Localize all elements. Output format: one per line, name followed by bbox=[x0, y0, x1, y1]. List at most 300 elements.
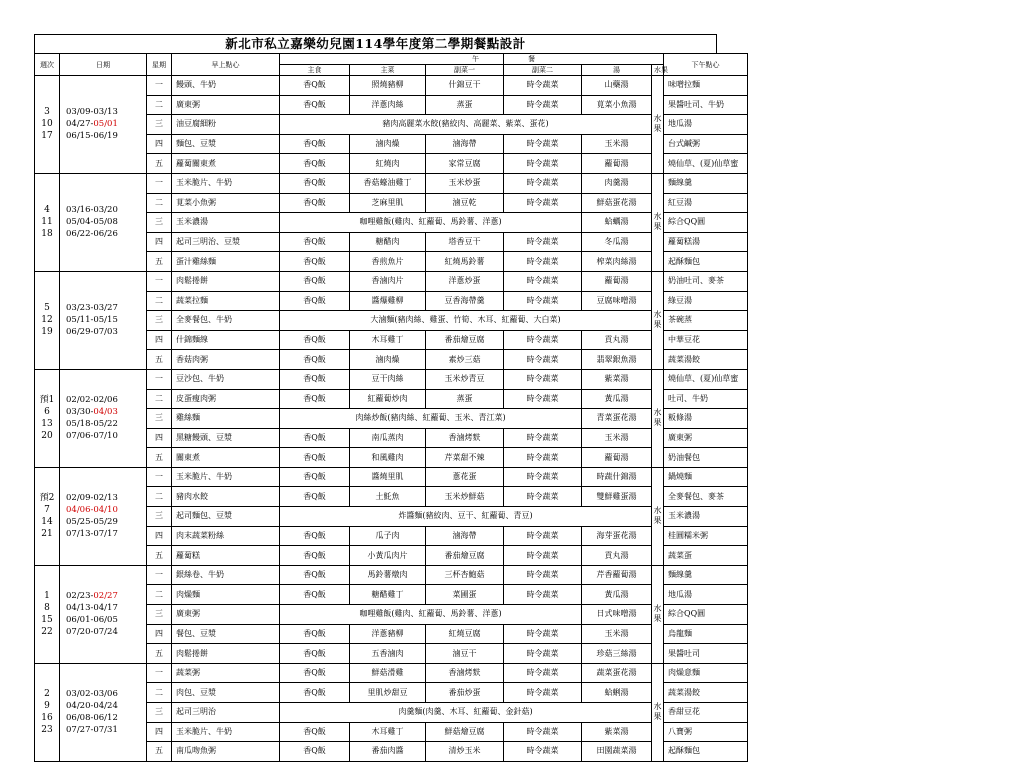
morning-snack: 全麥餐包、牛奶 bbox=[172, 311, 280, 331]
morning-snack: 起司三明治 bbox=[172, 703, 280, 723]
date-text: 04/13-04/17 bbox=[66, 603, 118, 614]
lunch-side2: 時令蔬菜 bbox=[504, 644, 582, 664]
lunch-side1: 塔香豆干 bbox=[426, 232, 504, 252]
lunch-side1: 芹菜甜不辣 bbox=[426, 448, 504, 468]
lunch-soup: 日式味噌湯 bbox=[582, 605, 652, 625]
lunch-side1: 什錦豆干 bbox=[426, 76, 504, 96]
lunch-staple: 香Q飯 bbox=[280, 742, 350, 762]
morning-snack: 饅頭、牛奶 bbox=[172, 76, 280, 96]
lunch-main: 紅燒肉 bbox=[350, 154, 426, 174]
header-morning-snack: 早上點心 bbox=[172, 54, 280, 76]
lunch-staple: 香Q飯 bbox=[280, 565, 350, 585]
weekday: 一 bbox=[147, 271, 172, 291]
afternoon-snack: 吐司、牛奶 bbox=[664, 389, 748, 409]
weekday: 三 bbox=[147, 605, 172, 625]
table-row bbox=[35, 565, 748, 585]
lunch-main: 香煎魚片 bbox=[350, 252, 426, 272]
afternoon-snack: 肉燥意麵 bbox=[664, 663, 748, 683]
table-row bbox=[35, 76, 748, 96]
lunch-side2: 時令蔬菜 bbox=[504, 271, 582, 291]
weekday: 五 bbox=[147, 448, 172, 468]
lunch-side1: 蒸蛋 bbox=[426, 95, 504, 115]
lunch-main: 小黃瓜肉片 bbox=[350, 546, 426, 566]
lunch-soup: 玉米湯 bbox=[582, 134, 652, 154]
week-number-item: 7 bbox=[44, 505, 50, 516]
lunch-side2: 時令蔬菜 bbox=[504, 448, 582, 468]
morning-snack: 豆沙包、牛奶 bbox=[172, 369, 280, 389]
lunch-soup: 貢丸湯 bbox=[582, 546, 652, 566]
morning-snack: 廣東粥 bbox=[172, 605, 280, 625]
morning-snack: 肉末蔬菜粉絲 bbox=[172, 526, 280, 546]
date-text: 02/09-02/13 bbox=[66, 493, 118, 504]
lunch-combined: 大滷麵(豬肉絲、雞蛋、竹筍、木耳、紅蘿蔔、大白菜) bbox=[280, 311, 652, 331]
lunch-side2: 時令蔬菜 bbox=[504, 428, 582, 448]
lunch-main: 南瓜蒸肉 bbox=[350, 428, 426, 448]
week-number-item: 13 bbox=[41, 419, 53, 430]
lunch-side1: 滷豆干 bbox=[426, 644, 504, 664]
afternoon-snack: 味噌拉麵 bbox=[664, 76, 748, 96]
header-lunch-a: 午 bbox=[280, 54, 504, 65]
lunch-soup: 蛤蠣湯 bbox=[582, 213, 652, 233]
lunch-side1: 玉米炒鮮菇 bbox=[426, 487, 504, 507]
date-range bbox=[60, 369, 147, 467]
header-date: 日期 bbox=[60, 54, 147, 76]
lunch-main: 醬燒里肌 bbox=[350, 467, 426, 487]
weekday: 四 bbox=[147, 624, 172, 644]
afternoon-snack: 奶油吐司、麥茶 bbox=[664, 271, 748, 291]
morning-snack: 銀絲卷、牛奶 bbox=[172, 565, 280, 585]
date-text: 06/22-06/26 bbox=[66, 229, 118, 240]
morning-snack: 肉鬆捲餅 bbox=[172, 644, 280, 664]
weekday: 二 bbox=[147, 291, 172, 311]
afternoon-snack: 廣東粥 bbox=[664, 428, 748, 448]
weekday: 五 bbox=[147, 154, 172, 174]
morning-snack: 皮蛋瘦肉粥 bbox=[172, 389, 280, 409]
lunch-soup: 田園蔬菜湯 bbox=[582, 742, 652, 762]
morning-snack: 黑糖饅頭、豆漿 bbox=[172, 428, 280, 448]
week-number-item: 3 bbox=[44, 107, 50, 118]
fruit: 水果 bbox=[652, 565, 664, 663]
lunch-main: 五香滷肉 bbox=[350, 644, 426, 664]
lunch-side2: 時令蔬菜 bbox=[504, 565, 582, 585]
lunch-side1: 蔥花蛋 bbox=[426, 467, 504, 487]
date-text: 02/02-02/06 bbox=[66, 395, 118, 406]
week-number bbox=[35, 76, 60, 174]
morning-snack: 蔬菜粥 bbox=[172, 663, 280, 683]
weekday: 五 bbox=[147, 742, 172, 762]
lunch-main: 滷肉燥 bbox=[350, 350, 426, 370]
lunch-side2: 時令蔬菜 bbox=[504, 134, 582, 154]
morning-snack: 麵包、豆漿 bbox=[172, 134, 280, 154]
lunch-main: 洋蔥豬柳 bbox=[350, 624, 426, 644]
week-number-item: 20 bbox=[41, 431, 53, 442]
lunch-soup: 時蔬什錦湯 bbox=[582, 467, 652, 487]
lunch-staple: 香Q飯 bbox=[280, 683, 350, 703]
lunch-side1: 番茄炒蛋 bbox=[426, 683, 504, 703]
header-fruit: 水果 bbox=[652, 65, 664, 76]
lunch-side2: 時令蔬菜 bbox=[504, 95, 582, 115]
week-number bbox=[35, 173, 60, 271]
week-number-item: 11 bbox=[41, 217, 53, 228]
lunch-soup: 玉米湯 bbox=[582, 428, 652, 448]
lunch-main: 鮮菇滑雞 bbox=[350, 663, 426, 683]
date-text: 07/13-07/17 bbox=[66, 529, 118, 540]
lunch-side2: 時令蔬菜 bbox=[504, 467, 582, 487]
weekday: 一 bbox=[147, 76, 172, 96]
lunch-side1: 番茄燴豆腐 bbox=[426, 330, 504, 350]
afternoon-snack: 蘿蔔糕湯 bbox=[664, 232, 748, 252]
afternoon-snack: 玉米濃湯 bbox=[664, 507, 748, 527]
date-text: 02/23- bbox=[66, 591, 94, 602]
afternoon-snack: 香甜豆花 bbox=[664, 703, 748, 723]
week-block bbox=[35, 565, 748, 663]
week-block bbox=[35, 76, 748, 174]
afternoon-snack: 蔬菜湯餃 bbox=[664, 683, 748, 703]
lunch-soup: 蔬菜蛋花湯 bbox=[582, 663, 652, 683]
date-text: 04/06-04/10 bbox=[66, 505, 118, 516]
lunch-side1: 滷豆乾 bbox=[426, 193, 504, 213]
lunch-side1: 紅燒馬鈴薯 bbox=[426, 252, 504, 272]
date-range bbox=[60, 173, 147, 271]
lunch-staple: 香Q飯 bbox=[280, 271, 350, 291]
lunch-main: 木耳雞丁 bbox=[350, 722, 426, 742]
lunch-main: 紅蘿蔔炒肉 bbox=[350, 389, 426, 409]
date-text: 05/04-05/08 bbox=[66, 217, 118, 228]
header-main: 主菜 bbox=[350, 65, 426, 76]
afternoon-snack: 中華豆花 bbox=[664, 330, 748, 350]
morning-snack: 起司三明治、豆漿 bbox=[172, 232, 280, 252]
afternoon-snack: 桂圓糯米粥 bbox=[664, 526, 748, 546]
date-range bbox=[60, 565, 147, 663]
lunch-side1: 鮮菇燴豆腐 bbox=[426, 722, 504, 742]
date-text: 05/01 bbox=[93, 119, 118, 130]
morning-snack: 什錦麵線 bbox=[172, 330, 280, 350]
lunch-side2: 時令蔬菜 bbox=[504, 369, 582, 389]
date-text: 07/06-07/10 bbox=[66, 431, 118, 442]
header-side1: 副菜一 bbox=[426, 65, 504, 76]
lunch-soup: 山藥湯 bbox=[582, 76, 652, 96]
lunch-main: 土魠魚 bbox=[350, 487, 426, 507]
date-text: 03/30- bbox=[66, 407, 94, 418]
morning-snack: 香菇肉粥 bbox=[172, 350, 280, 370]
week-number-item: 預1 bbox=[39, 395, 55, 406]
lunch-soup: 珍菇三絲湯 bbox=[582, 644, 652, 664]
table-row bbox=[35, 271, 748, 291]
lunch-staple: 香Q飯 bbox=[280, 350, 350, 370]
lunch-soup: 黃瓜湯 bbox=[582, 585, 652, 605]
header-week: 週次 bbox=[35, 54, 60, 76]
lunch-side2: 時令蔬菜 bbox=[504, 232, 582, 252]
morning-snack: 蘿蔔糕 bbox=[172, 546, 280, 566]
morning-snack: 餐包、豆漿 bbox=[172, 624, 280, 644]
lunch-soup: 蘿蔔湯 bbox=[582, 271, 652, 291]
week-number-item: 22 bbox=[41, 627, 53, 638]
weekday: 一 bbox=[147, 663, 172, 683]
table-row bbox=[35, 369, 748, 389]
weekday: 二 bbox=[147, 487, 172, 507]
lunch-staple: 香Q飯 bbox=[280, 369, 350, 389]
lunch-staple: 香Q飯 bbox=[280, 291, 350, 311]
lunch-side2: 時令蔬菜 bbox=[504, 624, 582, 644]
afternoon-snack: 綜合QQ圓 bbox=[664, 605, 748, 625]
lunch-main: 糖醋雞丁 bbox=[350, 585, 426, 605]
lunch-staple: 香Q飯 bbox=[280, 644, 350, 664]
morning-snack: 油豆腐細粉 bbox=[172, 115, 280, 135]
table-row bbox=[35, 173, 748, 193]
lunch-side1: 蒸蛋 bbox=[426, 389, 504, 409]
weekday: 二 bbox=[147, 95, 172, 115]
weekday: 四 bbox=[147, 330, 172, 350]
morning-snack: 蛋汁雞絲麵 bbox=[172, 252, 280, 272]
weekday: 三 bbox=[147, 213, 172, 233]
weekday: 三 bbox=[147, 115, 172, 135]
morning-snack: 南瓜吻魚粥 bbox=[172, 742, 280, 762]
week-number-item: 19 bbox=[41, 327, 53, 338]
week-number-item: 8 bbox=[44, 603, 50, 614]
afternoon-snack: 鍋燒麵 bbox=[664, 467, 748, 487]
morning-snack: 肉燥麵 bbox=[172, 585, 280, 605]
afternoon-snack: 麵線羹 bbox=[664, 565, 748, 585]
weekday: 四 bbox=[147, 722, 172, 742]
afternoon-snack: 果醬吐司、牛奶 bbox=[664, 95, 748, 115]
week-number-item: 9 bbox=[44, 701, 50, 712]
weekday: 一 bbox=[147, 565, 172, 585]
menu-sheet bbox=[34, 34, 739, 762]
weekday: 二 bbox=[147, 585, 172, 605]
date-text: 05/25-05/29 bbox=[66, 517, 118, 528]
week-number bbox=[35, 565, 60, 663]
lunch-side1: 紅燒豆腐 bbox=[426, 624, 504, 644]
lunch-soup: 芹香蘿蔔湯 bbox=[582, 565, 652, 585]
lunch-side1: 香滷烤麩 bbox=[426, 428, 504, 448]
lunch-staple: 香Q飯 bbox=[280, 134, 350, 154]
lunch-soup: 蘿蔔湯 bbox=[582, 448, 652, 468]
lunch-staple: 香Q飯 bbox=[280, 252, 350, 272]
week-number bbox=[35, 663, 60, 761]
lunch-combined: 咖哩雞飯(雞肉、紅蘿蔔、馬鈴薯、洋蔥) bbox=[280, 213, 582, 233]
lunch-main: 醬爆雞柳 bbox=[350, 291, 426, 311]
lunch-side2: 時令蔬菜 bbox=[504, 585, 582, 605]
lunch-soup: 蛤蜊湯 bbox=[582, 683, 652, 703]
lunch-main: 豆干肉絲 bbox=[350, 369, 426, 389]
date-range bbox=[60, 663, 147, 761]
afternoon-snack: 粄條湯 bbox=[664, 409, 748, 429]
weekday: 四 bbox=[147, 232, 172, 252]
afternoon-snack: 全麥餐包、麥茶 bbox=[664, 487, 748, 507]
date-text: 07/20-07/24 bbox=[66, 627, 118, 638]
afternoon-snack: 綠豆湯 bbox=[664, 291, 748, 311]
morning-snack: 肉鬆捲餅 bbox=[172, 271, 280, 291]
lunch-side2: 時令蔬菜 bbox=[504, 291, 582, 311]
lunch-side1: 滷海帶 bbox=[426, 134, 504, 154]
lunch-side1: 番茄燴豆腐 bbox=[426, 546, 504, 566]
lunch-main: 瓜子肉 bbox=[350, 526, 426, 546]
weekday: 一 bbox=[147, 467, 172, 487]
lunch-combined: 咖哩雞飯(雞肉、紅蘿蔔、馬鈴薯、洋蔥) bbox=[280, 605, 582, 625]
weekday: 三 bbox=[147, 703, 172, 723]
lunch-staple: 香Q飯 bbox=[280, 546, 350, 566]
week-number-item: 10 bbox=[41, 119, 53, 130]
date-text: 06/08-06/12 bbox=[66, 713, 118, 724]
lunch-staple: 香Q飯 bbox=[280, 467, 350, 487]
date-text: 02/27 bbox=[93, 591, 118, 602]
lunch-main: 照燒豬柳 bbox=[350, 76, 426, 96]
morning-snack: 豬肉水餃 bbox=[172, 487, 280, 507]
table-row bbox=[35, 663, 748, 683]
lunch-side1: 菜圃蛋 bbox=[426, 585, 504, 605]
weekday: 三 bbox=[147, 311, 172, 331]
menu-table bbox=[34, 53, 748, 762]
lunch-main: 馬鈴薯燉肉 bbox=[350, 565, 426, 585]
week-number-item: 14 bbox=[41, 517, 53, 528]
lunch-side2: 時令蔬菜 bbox=[504, 193, 582, 213]
lunch-soup: 雙鮮雞蛋湯 bbox=[582, 487, 652, 507]
lunch-soup: 玉米湯 bbox=[582, 624, 652, 644]
header-soup: 湯 bbox=[582, 65, 652, 76]
week-block bbox=[35, 271, 748, 369]
date-range bbox=[60, 467, 147, 565]
weekday: 二 bbox=[147, 193, 172, 213]
week-number bbox=[35, 467, 60, 565]
lunch-side1: 滷海帶 bbox=[426, 526, 504, 546]
fruit: 水果 bbox=[652, 76, 664, 174]
lunch-staple: 香Q飯 bbox=[280, 624, 350, 644]
lunch-soup: 冬瓜湯 bbox=[582, 232, 652, 252]
afternoon-snack: 起酥麵包 bbox=[664, 252, 748, 272]
lunch-side1: 香滷烤麩 bbox=[426, 663, 504, 683]
lunch-side1: 玉米炒蛋 bbox=[426, 173, 504, 193]
lunch-side1: 豆香海帶羹 bbox=[426, 291, 504, 311]
week-block bbox=[35, 369, 748, 467]
afternoon-snack: 燒仙草、(夏)仙草蜜 bbox=[664, 154, 748, 174]
lunch-staple: 香Q飯 bbox=[280, 663, 350, 683]
week-block bbox=[35, 663, 748, 761]
morning-snack: 玉米脆片、牛奶 bbox=[172, 722, 280, 742]
date-text: 06/01-06/05 bbox=[66, 615, 118, 626]
morning-snack: 肉包、豆漿 bbox=[172, 683, 280, 703]
lunch-main: 滷肉燥 bbox=[350, 134, 426, 154]
lunch-main: 里肌炒甜豆 bbox=[350, 683, 426, 703]
lunch-side2: 時令蔬菜 bbox=[504, 389, 582, 409]
lunch-side2: 時令蔬菜 bbox=[504, 76, 582, 96]
afternoon-snack: 果醬吐司 bbox=[664, 644, 748, 664]
date-range bbox=[60, 76, 147, 174]
afternoon-snack: 綜合QQ圓 bbox=[664, 213, 748, 233]
date-text: 03/02-03/06 bbox=[66, 689, 118, 700]
week-number-item: 6 bbox=[44, 407, 50, 418]
lunch-main: 糖醋肉 bbox=[350, 232, 426, 252]
lunch-staple: 香Q飯 bbox=[280, 193, 350, 213]
fruit: 水果 bbox=[652, 663, 664, 761]
lunch-side1: 家常豆腐 bbox=[426, 154, 504, 174]
lunch-soup: 肉羹湯 bbox=[582, 173, 652, 193]
afternoon-snack: 地瓜湯 bbox=[664, 585, 748, 605]
lunch-side1: 三杯杏鮑菇 bbox=[426, 565, 504, 585]
lunch-soup: 紫菜湯 bbox=[582, 369, 652, 389]
morning-snack: 雞絲麵 bbox=[172, 409, 280, 429]
date-text: 04/20-04/24 bbox=[66, 701, 118, 712]
morning-snack: 莧菜小魚粥 bbox=[172, 193, 280, 213]
date-text: 06/15-06/19 bbox=[66, 131, 118, 142]
afternoon-snack: 蔬菜蛋 bbox=[664, 546, 748, 566]
fruit: 水果 bbox=[652, 271, 664, 369]
week-number-item: 1 bbox=[44, 591, 50, 602]
lunch-staple: 香Q飯 bbox=[280, 448, 350, 468]
date-text: 06/29-07/03 bbox=[66, 327, 118, 338]
fruit: 水果 bbox=[652, 369, 664, 467]
lunch-soup: 榨菜肉絲湯 bbox=[582, 252, 652, 272]
lunch-soup: 青菜蛋花湯 bbox=[582, 409, 652, 429]
afternoon-snack: 台式鹹粥 bbox=[664, 134, 748, 154]
week-number-item: 21 bbox=[41, 529, 53, 540]
lunch-combined: 肉絲炒飯(豬肉絲、紅蘿蔔、玉米、青江菜) bbox=[280, 409, 582, 429]
afternoon-snack: 起酥麵包 bbox=[664, 742, 748, 762]
lunch-combined: 炸醬麵(豬絞肉、豆干、紅蘿蔔、青豆) bbox=[280, 507, 652, 527]
lunch-main: 芝麻里肌 bbox=[350, 193, 426, 213]
header-staple: 主食 bbox=[280, 65, 350, 76]
date-text: 04/27- bbox=[66, 119, 94, 130]
lunch-staple: 香Q飯 bbox=[280, 173, 350, 193]
week-number-item: 4 bbox=[44, 205, 50, 216]
week-block bbox=[35, 173, 748, 271]
afternoon-snack: 地瓜湯 bbox=[664, 115, 748, 135]
lunch-combined: 豬肉高麗菜水餃(豬絞肉、高麗菜、紫菜、蛋花) bbox=[280, 115, 652, 135]
lunch-side2: 時令蔬菜 bbox=[504, 173, 582, 193]
lunch-staple: 香Q飯 bbox=[280, 232, 350, 252]
lunch-side2: 時令蔬菜 bbox=[504, 663, 582, 683]
lunch-soup: 貢丸湯 bbox=[582, 330, 652, 350]
afternoon-snack: 奶油餐包 bbox=[664, 448, 748, 468]
week-block bbox=[35, 467, 748, 565]
weekday: 一 bbox=[147, 369, 172, 389]
lunch-staple: 香Q飯 bbox=[280, 428, 350, 448]
lunch-soup: 鮮菇蛋花湯 bbox=[582, 193, 652, 213]
lunch-side1: 素炒三菇 bbox=[426, 350, 504, 370]
lunch-staple: 香Q飯 bbox=[280, 330, 350, 350]
weekday: 五 bbox=[147, 350, 172, 370]
week-number-item: 17 bbox=[41, 131, 53, 142]
fruit: 水果 bbox=[652, 173, 664, 271]
lunch-combined: 肉羹麵(肉羹、木耳、紅蘿蔔、金針菇) bbox=[280, 703, 652, 723]
afternoon-snack: 茶碗蒸 bbox=[664, 311, 748, 331]
lunch-side2: 時令蔬菜 bbox=[504, 742, 582, 762]
date-text: 05/11-05/15 bbox=[66, 315, 118, 326]
week-number-item: 12 bbox=[41, 315, 53, 326]
lunch-soup: 翡翠銀魚湯 bbox=[582, 350, 652, 370]
lunch-main: 番茄肉醬 bbox=[350, 742, 426, 762]
lunch-staple: 香Q飯 bbox=[280, 722, 350, 742]
lunch-staple: 香Q飯 bbox=[280, 95, 350, 115]
week-number-item: 23 bbox=[41, 725, 53, 736]
date-text: 03/09-03/13 bbox=[66, 107, 118, 118]
afternoon-snack: 蔬菜湯餃 bbox=[664, 350, 748, 370]
lunch-main: 香菇蠔油雞丁 bbox=[350, 173, 426, 193]
morning-snack: 玉米脆片、牛奶 bbox=[172, 467, 280, 487]
week-number-item: 預2 bbox=[39, 493, 55, 504]
date-text: 05/18-05/22 bbox=[66, 419, 118, 430]
week-number-item: 18 bbox=[41, 229, 53, 240]
weekday: 二 bbox=[147, 389, 172, 409]
weekday: 三 bbox=[147, 409, 172, 429]
lunch-soup: 紫菜湯 bbox=[582, 722, 652, 742]
lunch-side2: 時令蔬菜 bbox=[504, 330, 582, 350]
morning-snack: 蘿蔔關東煮 bbox=[172, 154, 280, 174]
lunch-soup: 莧菜小魚湯 bbox=[582, 95, 652, 115]
header-lunch-b: 餐 bbox=[504, 54, 664, 65]
lunch-side1: 洋蔥炒蛋 bbox=[426, 271, 504, 291]
lunch-staple: 香Q飯 bbox=[280, 389, 350, 409]
morning-snack: 起司麵包、豆漿 bbox=[172, 507, 280, 527]
